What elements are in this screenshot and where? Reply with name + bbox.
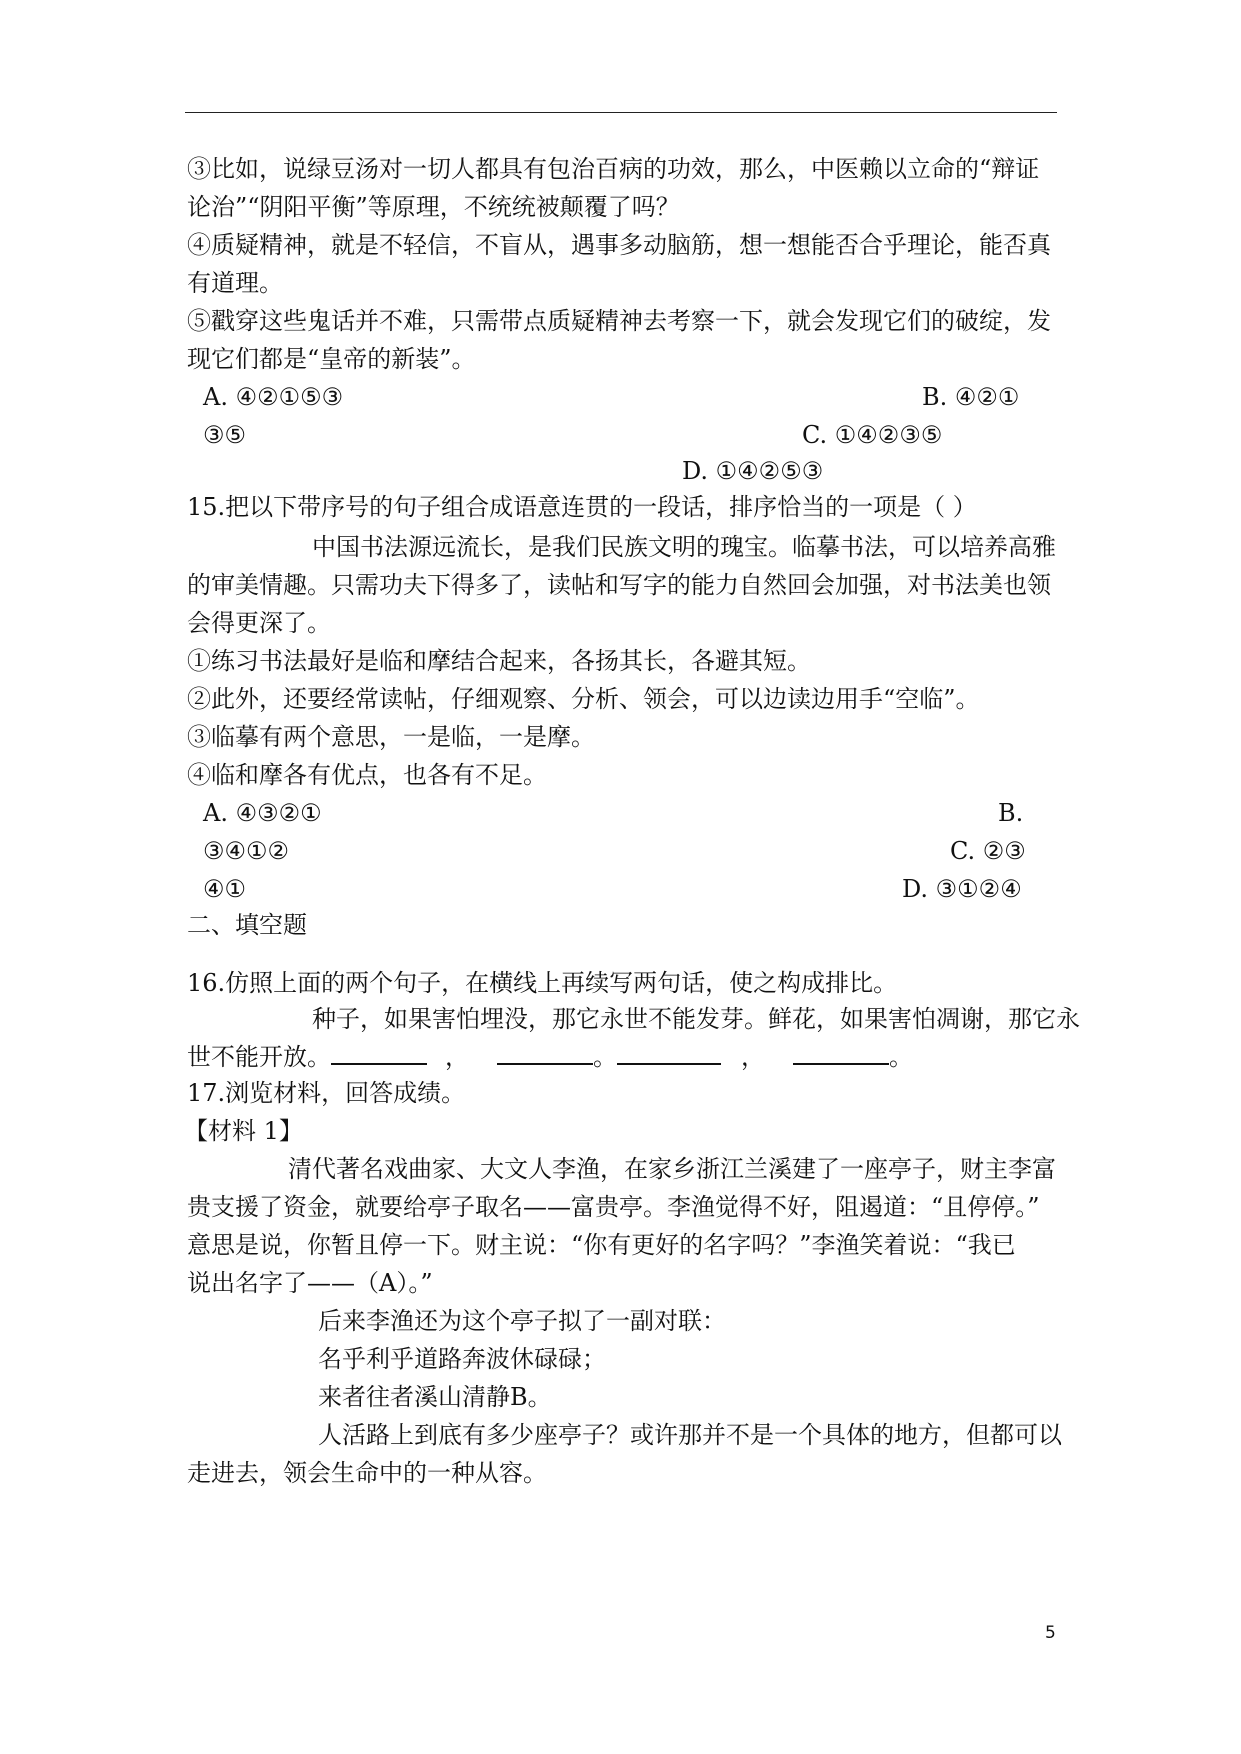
q14-option-b: B. ④②① xyxy=(922,383,1020,411)
q14-option-a: A. ④②①⑤③ xyxy=(203,383,344,411)
q15-option-b-cont: ③④①② xyxy=(203,837,290,865)
q14-sentence-5-line1: ⑤戳穿这些鬼话并不难，只需带点质疑精神去考察一下，就会发现它们的破绽，发 xyxy=(187,307,1051,335)
q14-option-d: D. ①④②⑤③ xyxy=(682,457,824,485)
page-number: 5 xyxy=(1045,1623,1056,1643)
q14-sentence-5-line2: 现它们都是“皇帝的新装”。 xyxy=(187,345,476,373)
q17-stem: 17.浏览材料，回答成绩。 xyxy=(187,1079,466,1107)
q17-passage-line8: 人活路上到底有多少座亭子？或许那并不是一个具体的地方，但都可以 xyxy=(318,1421,1062,1449)
q15-stem: 15.把以下带序号的句子组合成语意连贯的一段话，排序恰当的一项是（ ） xyxy=(187,493,977,521)
q15-option-c-cont: ④① xyxy=(203,875,247,903)
q16-example-line2 xyxy=(187,1042,913,1072)
q17-passage-line9: 走进去，领会生命中的一种从容。 xyxy=(187,1459,547,1487)
q16-blank-4[interactable] xyxy=(793,1043,889,1065)
q16-comma-2: ， xyxy=(741,1043,765,1071)
q15-passage-line3: 会得更深了。 xyxy=(187,609,331,637)
q17-passage-line3: 意思是说，你暂且停一下。财主说：“你有更好的名字吗？”李渔笑着说：“我已 xyxy=(187,1231,1016,1259)
q15-option-c: C. ②③ xyxy=(950,837,1026,865)
q17-passage-line2: 贵支援了资金，就要给亭子取名——富贵亭。李渔觉得不好，阻遏道：“且停停。” xyxy=(187,1193,1040,1221)
q14-sentence-4-line1: ④质疑精神，就是不轻信，不盲从，遇事多动脑筋，想一想能否合乎理论，能否真 xyxy=(187,231,1051,259)
q17-passage-line1: 清代著名戏曲家、大文人李渔，在家乡浙江兰溪建了一座亭子，财主李富 xyxy=(288,1155,1056,1183)
q17-material-label: 【材料 1】 xyxy=(184,1117,303,1145)
q16-example-prefix: 世不能开放。 xyxy=(187,1043,331,1071)
q15-option-a: A. ④③②① xyxy=(203,799,322,827)
q16-comma-1: ， xyxy=(445,1043,469,1071)
q14-sentence-3-line1: ③比如，说绿豆汤对一切人都具有包治百病的功效，那么，中医赖以立命的“辩证 xyxy=(187,155,1040,183)
q16-blank-2[interactable] xyxy=(497,1043,593,1065)
q15-sentence-2: ②此外，还要经常读帖，仔细观察、分析、领会，可以边读边用手“空临”。 xyxy=(187,685,980,713)
q17-passage-line5: 后来李渔还为这个亭子拟了一副对联： xyxy=(318,1307,726,1335)
q16-period-2: 。 xyxy=(889,1043,913,1071)
q16-period-1: 。 xyxy=(593,1043,617,1071)
q17-couplet-line1: 名乎利乎道路奔波休碌碌； xyxy=(318,1345,606,1373)
q15-option-b: B. xyxy=(998,799,1024,827)
q16-blank-1[interactable] xyxy=(331,1043,427,1065)
q14-option-b-cont: ③⑤ xyxy=(203,421,247,449)
q14-sentence-4-line2: 有道理。 xyxy=(187,269,283,297)
q14-sentence-3-line2: 论治”“阴阳平衡”等原理，不统统被颠覆了吗？ xyxy=(187,193,680,221)
q15-passage-line2: 的审美情趣。只需功夫下得多了，读帖和写字的能力自然回会加强，对书法美也领 xyxy=(187,571,1051,599)
q16-blank-3[interactable] xyxy=(617,1043,721,1065)
q15-passage-line1: 中国书法源远流长，是我们民族文明的瑰宝。临摹书法，可以培养高雅 xyxy=(312,533,1056,561)
q16-example-line1: 种子，如果害怕埋没，那它永世不能发芽。鲜花，如果害怕凋谢，那它永 xyxy=(312,1005,1080,1033)
q16-stem: 16.仿照上面的两个句子，在横线上再续写两句话，使之构成排比。 xyxy=(187,969,898,997)
q14-option-c: C. ①④②③⑤ xyxy=(802,421,943,449)
q17-passage-line4: 说出名字了——（A）。” xyxy=(187,1269,433,1297)
q15-sentence-4: ④临和摩各有优点，也各有不足。 xyxy=(187,761,547,789)
q15-sentence-3: ③临摹有两个意思，一是临，一是摩。 xyxy=(187,723,595,751)
header-rule xyxy=(185,112,1057,113)
q15-sentence-1: ①练习书法最好是临和摩结合起来，各扬其长，各避其短。 xyxy=(187,647,811,675)
q15-option-d: D. ③①②④ xyxy=(902,875,1022,903)
section-heading-fill-blank: 二、填空题 xyxy=(187,911,307,939)
q17-couplet-line2: 来者往者溪山清静B。 xyxy=(318,1383,552,1411)
